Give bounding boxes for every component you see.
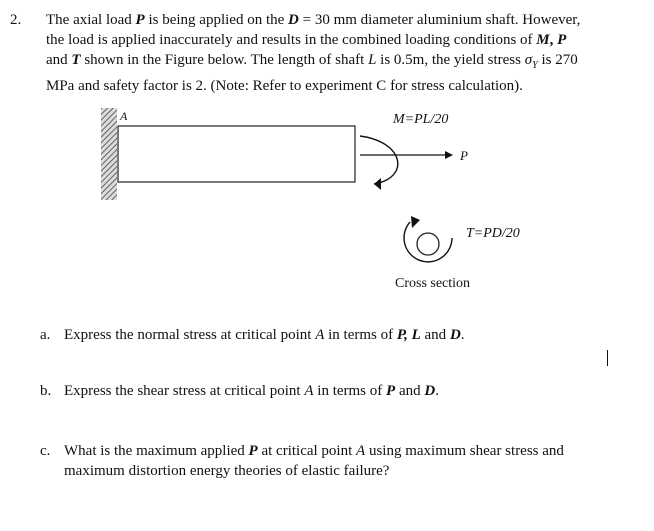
text-run: . <box>435 383 439 399</box>
text-run: Express the shear stress at critical point <box>64 383 305 399</box>
var-list: P, L <box>396 327 421 343</box>
moment-arc <box>360 136 398 184</box>
text-run: , <box>549 32 558 48</box>
load-arrowhead <box>445 151 453 159</box>
var-p: P <box>135 12 145 28</box>
cross-section-circle <box>417 233 439 255</box>
text-run: What is the maximum applied <box>64 443 249 459</box>
point-a-label: A <box>120 109 128 123</box>
text-run: Express the normal stress at critical point <box>64 327 316 343</box>
part-text <box>64 325 624 345</box>
fixed-wall <box>101 108 117 200</box>
text-cursor <box>607 350 608 366</box>
text-run: shown in the Figure below. The length of shaft <box>80 52 369 68</box>
var-a: A <box>315 327 325 343</box>
torque-label: T=PD/20 <box>466 226 520 241</box>
text-run: using maximum shear stress and <box>365 443 564 459</box>
text-run: and <box>395 383 425 399</box>
question-number: 2. <box>10 12 22 28</box>
torque-arrowhead <box>411 216 420 228</box>
var-a: A <box>356 443 366 459</box>
question-line-4: MPa and safety factor is 2. (Note: Refer to experiment C for stress calculation). <box>46 78 523 94</box>
var-p: P <box>248 443 258 459</box>
var-t: T <box>71 52 81 68</box>
text-run: is being applied on the <box>144 12 289 28</box>
var-sigma-sub: Y <box>532 60 538 71</box>
text-run: in terms of <box>313 383 387 399</box>
shaft-body <box>118 126 355 182</box>
text-run: the load is applied inaccurately and results in the combined loading conditions of <box>46 32 537 48</box>
var-a: A <box>304 383 314 399</box>
var-sigma: σ <box>524 52 533 68</box>
var-p: P <box>557 32 567 48</box>
text-run: is 270 <box>537 52 578 68</box>
part-c-line-1 <box>64 441 630 461</box>
part-c-line-2: maximum distortion energy theories of elastic failure? <box>64 463 390 479</box>
moment-arrowhead <box>374 178 381 190</box>
text-run: The axial load <box>46 12 136 28</box>
var-p: P <box>386 383 396 399</box>
moment-label: M=PL/20 <box>393 112 449 127</box>
part-letter: a. <box>40 327 51 343</box>
text-run: . <box>460 327 465 343</box>
var-d: D <box>449 327 461 343</box>
text-run: and <box>420 327 450 343</box>
var-l: L <box>368 52 377 68</box>
text-run: = 30 mm diameter aluminium shaft. However, <box>298 12 581 28</box>
load-label: P <box>460 148 468 163</box>
var-d: D <box>288 12 299 28</box>
var-d: D <box>424 383 436 399</box>
part-letter: b. <box>40 383 52 399</box>
text-run: in terms of <box>324 327 397 343</box>
part-letter: c. <box>40 443 51 459</box>
text-run: at critical point <box>257 443 357 459</box>
var-m: M <box>536 32 550 48</box>
text-run: and <box>46 52 72 68</box>
part-text <box>64 381 624 401</box>
part-text <box>64 441 630 481</box>
cross-section-label: Cross section <box>395 276 471 291</box>
text-run: is 0.5m, the yield stress <box>376 52 525 68</box>
